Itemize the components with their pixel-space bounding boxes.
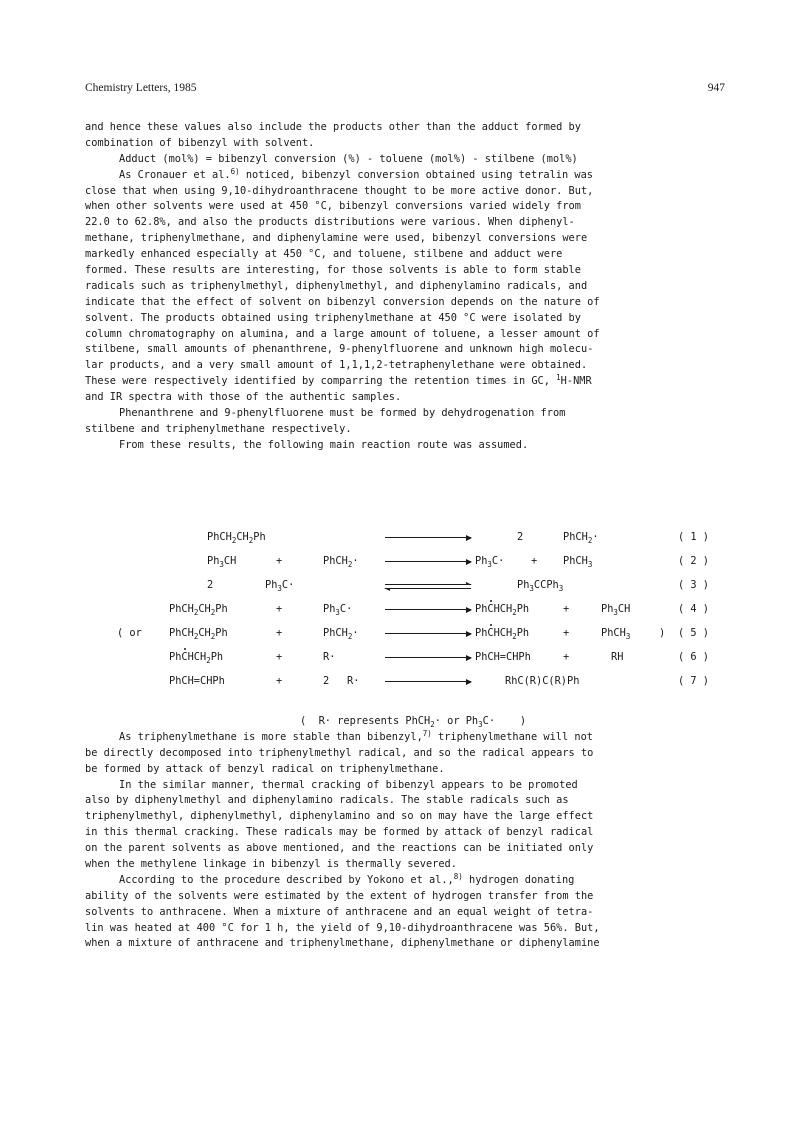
text-line: As Cronauer et al.$^{6)}$ noticed, bibenzyl conversion obtained using tetralin was	[119, 166, 593, 181]
superscript-1: 1	[556, 373, 561, 383]
r3-product: $Ph_3CCPh_3$	[517, 579, 564, 593]
r2-reactant-2: PhCH$_2$·	[323, 555, 359, 569]
running-header	[85, 82, 725, 98]
text-line: From these results, the following main reaction route was assumed.	[119, 438, 529, 451]
text-line: lin was heated at 400 °C for 1 h, the yield of 9,10-dihydroanthracene was 56%. But,	[85, 921, 600, 934]
r1-product: PhCH$_2$·	[563, 531, 599, 545]
text-line: also by diphenylmethyl and diphenylamino radicals. The stable radicals such as	[85, 794, 569, 807]
r5-plus: +	[563, 627, 570, 639]
r5-plus: +	[276, 627, 283, 639]
journal-name: Chemistry Letters, 1985	[85, 82, 197, 94]
r7-number: ( 7 )	[678, 675, 709, 687]
text-line: when the methylene linkage in bibenzyl is thermally severed.	[85, 858, 457, 871]
r6-reactant-1: PhCHCH$_2$Ph	[169, 651, 224, 665]
scheme-note: ( R· represents PhCH$_2$· or $Ph_3C\cdot$ )	[300, 715, 527, 729]
text-line: As triphenylmethane is more stable than bibenzyl,$^{7)}$ triphenylmethane will not	[119, 728, 593, 743]
reaction-scheme	[85, 526, 730, 698]
r4-plus: +	[276, 603, 283, 615]
r6-arrow	[385, 657, 471, 658]
r3-coef: 2	[207, 579, 214, 591]
text-line: stilbene, small amounts of phenanthrene, 9-phenylfluorene and unknown high molecu-	[85, 343, 594, 356]
r7-arrow	[385, 681, 471, 682]
text-line: be directly decomposed into triphenylmethyl radical, and so the radical appears to	[85, 746, 594, 759]
r4-reactant-1: $PhCH_2CH_2Ph$	[169, 603, 228, 617]
r4-number: ( 4 )	[678, 603, 709, 615]
r6-plus: +	[563, 651, 570, 663]
r2-reactant-1: $Ph_3CH$	[207, 555, 237, 569]
r4-reactant-2: $Ph_3C\cdot$	[323, 603, 353, 617]
reference-marker: 8)	[453, 871, 463, 881]
text-line: These were respectively identified by comparring the retention times in GC, $^1$H-NMR	[85, 373, 592, 388]
body-text-upper	[85, 120, 730, 454]
text-line: lar products, and a very small amount of 1,1,1,2-tetraphenylethane were obtained.	[85, 359, 588, 372]
r4-plus: +	[563, 603, 570, 615]
text-line: solvent. The products obtained using triphenylmethane at 450 °C were isolated by	[85, 311, 581, 324]
r5-close-paren: )	[659, 627, 666, 639]
r5-product-2: PhCH$_3$	[601, 627, 631, 641]
text-line: and hence these values also include the products other than the adduct formed by	[85, 121, 581, 133]
text-line: and IR spectra with those of the authentic samples.	[85, 391, 402, 404]
r5-number: ( 5 )	[678, 627, 709, 639]
r1-number: ( 1 )	[678, 531, 709, 543]
r2-product-1: $Ph_3C\cdot$	[475, 555, 505, 569]
r3-number: ( 3 )	[678, 579, 709, 591]
r6-product-2: RH	[611, 651, 624, 663]
r6-plus: +	[276, 651, 283, 663]
r1-reactant: $PhCH_2CH_2Ph$	[207, 531, 266, 545]
text-line: combination of bibenzyl with solvent.	[85, 136, 315, 149]
r5-product-1: PhCHCH$_2$Ph	[475, 627, 530, 641]
text-line: in this thermal cracking. These radicals may be formed by attack of benzyl radical	[85, 826, 594, 839]
r2-arrow	[385, 561, 471, 562]
r2-product-2: PhCH$_3$	[563, 555, 593, 569]
r3-reactant: $Ph_3C\cdot$	[265, 579, 295, 593]
r7-reactant-1: PhCH=CHPh	[169, 675, 225, 687]
r5-reactant-2: PhCH$_2$·	[323, 627, 359, 641]
r5-arrow	[385, 633, 471, 634]
r5-reactant-1: $PhCH_2CH_2Ph$	[169, 627, 228, 641]
text-line: triphenylmethyl, diphenylmethyl, diphenylamino and so on may have the large effect	[85, 810, 594, 823]
text-line: formed. These results are interesting, for those solvents is able to form stable	[85, 264, 581, 277]
reference-marker: 7)	[422, 728, 432, 738]
r7-plus: +	[276, 675, 283, 687]
text-line: In the similar manner, thermal cracking of bibenzyl appears to be promoted	[119, 778, 578, 791]
text-line: markedly enhanced especially at 450 °C, and toluene, stilbene and adduct were	[85, 248, 563, 261]
r6-product-1: PhCH=CHPh	[475, 651, 531, 663]
text-line: on the parent solvents as above mentioned, and the reactions can be initiated only	[85, 842, 594, 855]
r2-plus: +	[276, 555, 283, 567]
r6-number: ( 6 )	[678, 651, 709, 663]
r7-coef: 2	[323, 675, 330, 687]
reference-marker: 6)	[230, 166, 240, 176]
text-line: methane, triphenylmethane, and diphenylamine were used, bibenzyl conversions were	[85, 232, 588, 245]
page-number: 947	[707, 82, 725, 94]
body-text-lower	[85, 714, 730, 952]
text-line: radicals such as triphenylmethyl, diphenylmethyl, and diphenylamino radicals, and	[85, 279, 588, 292]
text-line: when a mixture of anthracene and triphenylmethane, diphenylmethane or diphenylamine	[85, 937, 600, 950]
text-line: column chromatography on alumina, and a large amount of toluene, a lesser amount of	[85, 327, 600, 340]
text-line: Phenanthrene and 9-phenylfluorene must be formed by dehydrogenation from	[119, 407, 566, 420]
text-line: close that when using 9,10-dihydroanthracene thought to be more active donor. But,	[85, 184, 594, 197]
text-line: stilbene and triphenylmethane respectively.	[85, 422, 352, 435]
adduct-equation: Adduct (mol%) = bibenzyl conversion (%) - toluene (mol%) - stilbene (mol%)	[119, 152, 578, 165]
r4-product-2: $Ph_3CH$	[601, 603, 631, 617]
r1-arrow	[385, 537, 471, 538]
text-line: ability of the solvents were estimated by the extent of hydrogen transfer from the	[85, 889, 594, 902]
r4-product-1: PhCHCH$_2$Ph	[475, 603, 530, 617]
r5-open-paren: ( or	[117, 627, 142, 639]
r7-reagent: R·	[347, 675, 360, 687]
text-line: indicate that the effect of solvent on bibenzyl conversion depends on the nature of	[85, 295, 600, 308]
r3-equilibrium-arrow	[385, 584, 471, 590]
r4-arrow	[385, 609, 471, 610]
r7-product: RhC(R)C(R)Ph	[505, 675, 580, 687]
text-line: According to the procedure described by Yokono et al.,$^{8)}$ hydrogen donating	[119, 871, 575, 886]
text-line: solvents to anthracene. When a mixture of anthracene and an equal weight of tetra-	[85, 905, 594, 918]
r1-coef: 2	[517, 531, 524, 543]
text-line: 22.0 to 62.8%, and also the products distributions were various. When diphenyl-	[85, 216, 575, 229]
r6-reactant-2: R·	[323, 651, 336, 663]
r2-number: ( 2 )	[678, 555, 709, 567]
text-line: be formed by attack of benzyl radical on triphenylmethane.	[85, 762, 445, 775]
r2-plus: +	[531, 555, 538, 567]
text-line: when other solvents were used at 450 °C, bibenzyl conversions varied widely from	[85, 200, 581, 213]
